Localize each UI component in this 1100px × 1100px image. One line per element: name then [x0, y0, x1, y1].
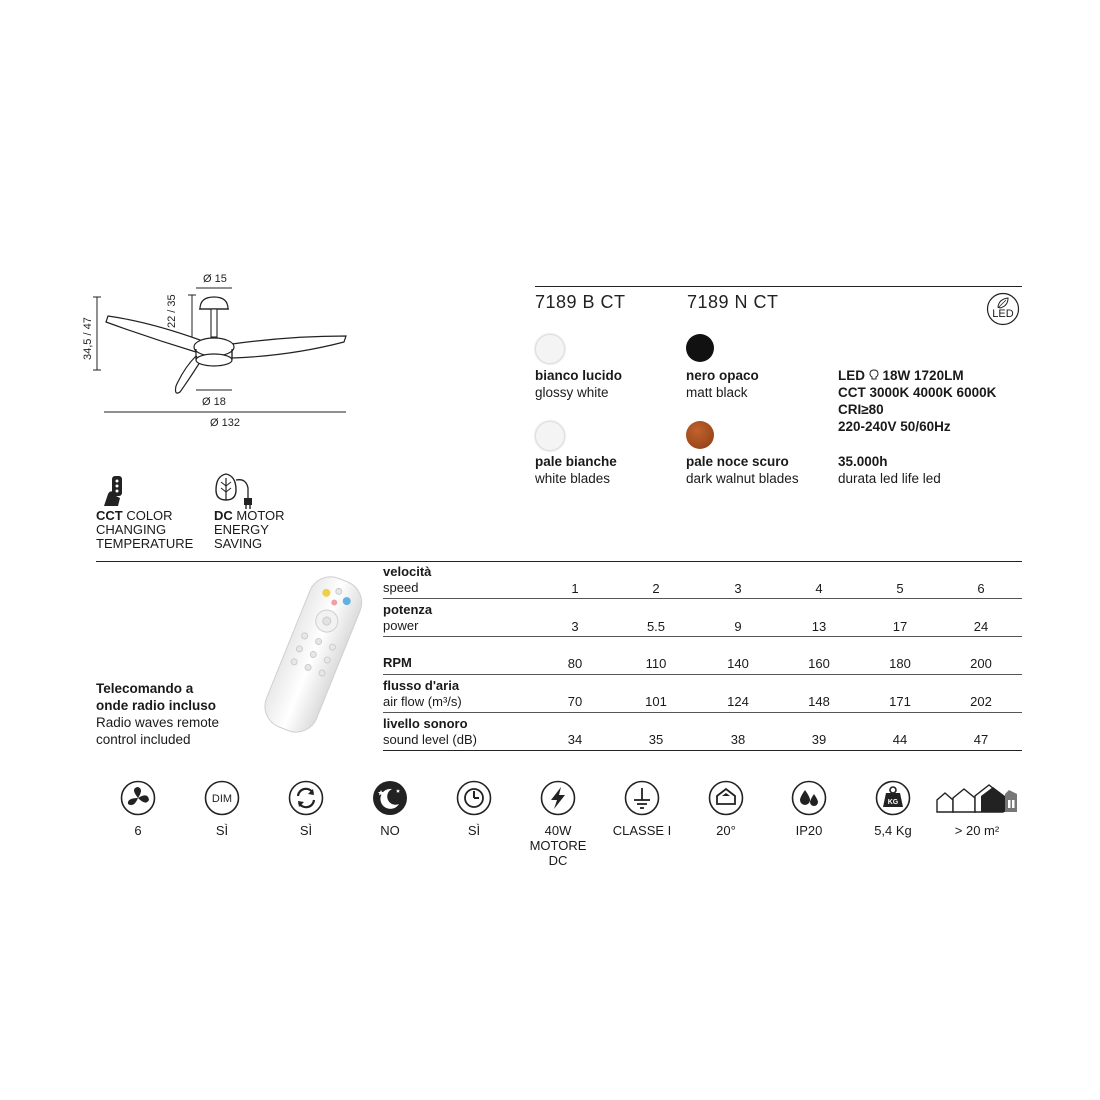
row-divider: [383, 598, 1022, 599]
table-cell: 5.5: [646, 619, 666, 634]
row-divider: [383, 712, 1022, 713]
motor-power-icon: [540, 780, 576, 816]
dim-top-diameter: Ø 15: [203, 273, 227, 285]
table-cell: 160: [808, 656, 830, 671]
dimmer-icon: [204, 780, 240, 816]
reverse-rotation-icon: [288, 780, 324, 816]
table-cell: 39: [811, 732, 827, 747]
table-cell: 47: [973, 732, 989, 747]
table-cell: 13: [811, 619, 827, 634]
icon-label: 5,4 Kg: [874, 823, 912, 838]
table-cell: 2: [652, 581, 660, 596]
table-cell: 38: [730, 732, 746, 747]
table-cell: 202: [970, 694, 992, 709]
table-top-rule: [96, 561, 1022, 562]
table-cell: 24: [973, 619, 989, 634]
room-size-icon: [935, 782, 1019, 814]
dim-span-diameter: Ø 132: [210, 417, 240, 429]
dim-total-height: 34,5 / 47: [82, 317, 94, 360]
icon-label: 6: [134, 823, 142, 838]
table-cell: 17: [892, 619, 908, 634]
swatch-walnut-blades: [686, 421, 714, 449]
header-rule: [535, 286, 1022, 287]
icon-label: CLASSE I: [612, 823, 672, 838]
remote-description: Telecomando a onde radio incluso Radio waves remote control included: [96, 681, 220, 747]
table-cell: 5: [896, 581, 904, 596]
table-cell: 3: [734, 581, 742, 596]
icon-label: 40W MOTORE DC: [529, 823, 587, 868]
leaf-plug-icon: [212, 472, 258, 510]
icon-label: SÌ: [467, 823, 481, 838]
icon-label: > 20 m²: [954, 823, 1000, 838]
row-label-speed: velocità speed: [383, 564, 432, 595]
finish-matt-black: nero opaco matt black: [686, 368, 759, 400]
dim-stem-height: 22 / 35: [166, 294, 178, 328]
swatch-matt-black: [686, 334, 714, 362]
led-specs: LED 18W 1720LM CCT 3000K 4000K 6000K CRI≥80 220-240V 50/60Hz: [838, 368, 997, 434]
model-code-black: 7189 N CT: [687, 292, 779, 312]
row-label-sound: livello sonoro sound level (dB): [383, 716, 477, 747]
table-cell: 34: [567, 732, 583, 747]
swatch-white-blades: [535, 421, 565, 451]
weight-icon: [875, 780, 911, 816]
row-divider: [383, 674, 1022, 675]
table-cell: 70: [567, 694, 583, 709]
feature-cct: CCT COLOR CHANGING TEMPERATURE: [96, 508, 194, 551]
table-cell: 6: [977, 581, 985, 596]
led-badge-label: LED: [992, 308, 1014, 320]
table-cell: 180: [889, 656, 911, 671]
ground-class-icon: [624, 780, 660, 816]
model-code-white: 7189 B CT: [535, 292, 626, 312]
table-cell: 110: [645, 656, 667, 671]
icon-label: 20°: [716, 823, 736, 838]
table-cell: 3: [571, 619, 579, 634]
finish-glossy-white: bianco lucido glossy white: [535, 368, 623, 400]
remote-control-image: [252, 570, 372, 740]
row-label-airflow: flusso d'aria air flow (m³/s): [383, 678, 462, 709]
table-cell: 124: [727, 694, 749, 709]
row-label-rpm: RPM: [383, 655, 412, 670]
icon-label: IP20: [795, 823, 823, 838]
feature-dc-motor: DC MOTOR ENERGY SAVING: [214, 508, 285, 551]
icon-label: SÌ: [215, 823, 229, 838]
table-cell: 140: [727, 656, 749, 671]
remote-hand-icon: [100, 474, 130, 508]
table-cell: 148: [808, 694, 830, 709]
table-cell: 9: [734, 619, 742, 634]
timer-icon: [456, 780, 492, 816]
table-cell: 1: [571, 581, 579, 596]
dim-body-diameter: Ø 18: [202, 396, 226, 408]
swatch-glossy-white: [535, 334, 565, 364]
ceiling-angle-icon: [708, 780, 744, 816]
table-cell: 101: [645, 694, 667, 709]
table-cell: 44: [892, 732, 908, 747]
led-badge-icon: [986, 292, 1020, 326]
row-divider: [383, 636, 1022, 637]
table-cell: 35: [648, 732, 664, 747]
table-cell: 80: [567, 656, 583, 671]
led-life: 35.000h durata led life led: [838, 454, 941, 486]
table-cell: 200: [970, 656, 992, 671]
night-mode-icon: [372, 780, 408, 816]
table-bottom-rule: [383, 750, 1022, 751]
table-cell: 171: [889, 694, 911, 709]
finish-white-blades: pale bianche white blades: [535, 454, 617, 486]
row-label-power: potenza power: [383, 602, 433, 633]
svg-text:DIM: DIM: [211, 793, 233, 805]
ip-rating-icon: [791, 780, 827, 816]
bulb-icon: [869, 369, 879, 381]
icon-label: SÌ: [299, 823, 313, 838]
fan-drawing: [78, 268, 358, 438]
table-cell: 4: [815, 581, 823, 596]
icon-label: NO: [380, 823, 400, 838]
svg-text:KG: KG: [887, 799, 899, 806]
fan-speed-icon: [120, 780, 156, 816]
finish-walnut-blades: pale noce scuro dark walnut blades: [686, 454, 799, 486]
